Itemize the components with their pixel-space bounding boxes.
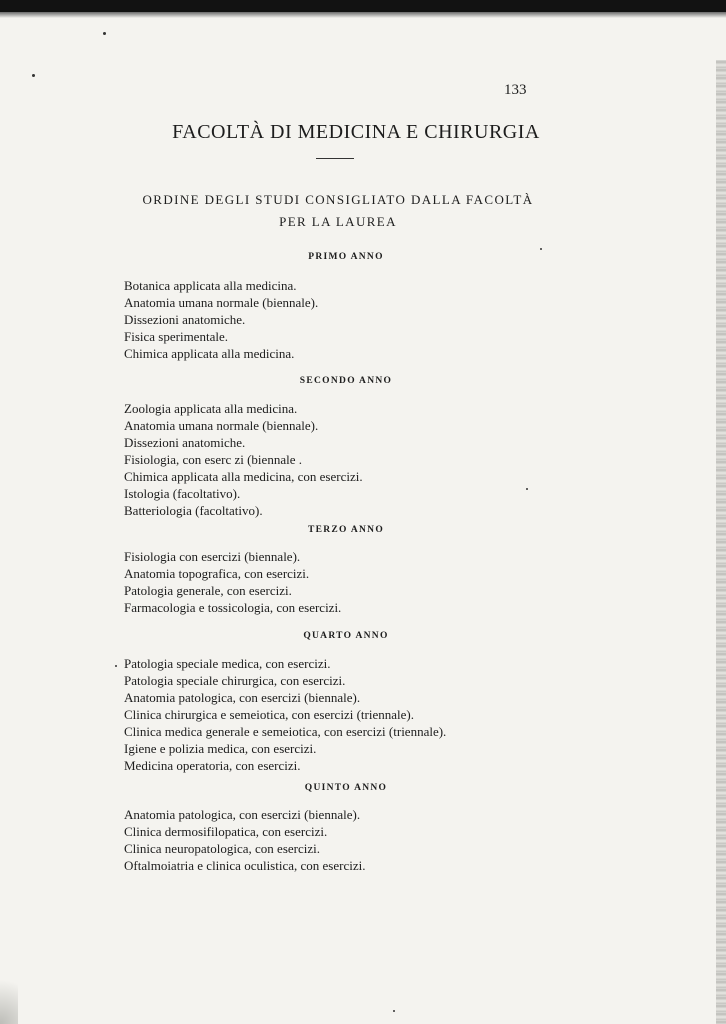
course-item: Fisiologia con esercizi (biennale). (124, 549, 301, 564)
course-item: Clinica chirurgica e semeiotica, con esercizi (triennale). (124, 707, 414, 722)
course-item: Patologia speciale chirurgica, con esercizi. (124, 673, 346, 688)
course-item: Chimica applicata alla medicina, con esercizi. (124, 469, 363, 484)
ink-speck (526, 488, 528, 490)
year-heading-secondo: SECONDO ANNO (299, 376, 393, 386)
course-item: Zoologia applicata alla medicina. (124, 401, 298, 416)
year-heading-terzo: TERZO ANNO (307, 525, 385, 535)
page-title: FACOLTÀ DI MEDICINA E CHIRURGIA (172, 121, 540, 143)
scan-top-border (0, 0, 726, 12)
course-item: Patologia generale, con esercizi. (124, 583, 292, 598)
year-heading-quinto: QUINTO ANNO (304, 783, 388, 793)
course-list-secondo (124, 400, 363, 519)
subtitle-line-1: ORDINE DEGLI STUDI CONSIGLIATO DALLA FACOLTÀ (142, 192, 534, 207)
course-item: Chimica applicata alla medicina. (124, 346, 295, 361)
ink-speck (540, 248, 542, 250)
course-item: Dissezioni anatomiche. (124, 435, 246, 450)
title-divider (316, 158, 354, 159)
course-item: Dissezioni anatomiche. (124, 312, 246, 327)
course-item: Anatomia topografica, con esercizi. (124, 566, 310, 581)
course-list-quinto (124, 806, 365, 874)
course-item: Fisiologia, con eserc zi (biennale . (124, 452, 302, 467)
ink-speck (103, 32, 106, 35)
course-item: Batteriologia (facoltativo). (124, 503, 263, 518)
course-item: Anatomia umana normale (biennale). (124, 295, 319, 310)
page-number: 133 (504, 82, 527, 98)
course-item: Patologia speciale medica, con esercizi. (124, 656, 331, 671)
scan-corner-smudge (0, 964, 18, 1024)
scan-top-shadow (0, 12, 726, 18)
course-item: Oftalmoiatria e clinica oculistica, con esercizi. (124, 858, 366, 873)
course-item: Fisica sperimentale. (124, 329, 228, 344)
course-item: Anatomia patologica, con esercizi (biennale). (124, 690, 361, 705)
course-item: Clinica dermosifilopatica, con esercizi. (124, 824, 328, 839)
course-item: Clinica neuropatologica, con esercizi. (124, 841, 321, 856)
course-item: Igiene e polizia medica, con esercizi. (124, 741, 317, 756)
course-item: Anatomia umana normale (biennale). (124, 418, 319, 433)
year-heading-quarto: QUARTO ANNO (303, 631, 389, 641)
year-heading-primo: PRIMO ANNO (308, 252, 384, 262)
subtitle-line-2: PER LA LAUREA (279, 214, 397, 229)
course-item: Botanica applicata alla medicina. (124, 278, 297, 293)
course-item: Anatomia patologica, con esercizi (biennale). (124, 807, 361, 822)
course-item: Istologia (facoltativo). (124, 486, 241, 501)
document-subtitle (0, 189, 670, 233)
course-list-terzo (124, 548, 341, 616)
ink-speck (393, 1010, 395, 1012)
course-item: Farmacologia e tossicologia, con esercizi. (124, 600, 342, 615)
course-list-quarto (124, 655, 446, 774)
course-item: Medicina operatoria, con esercizi. (124, 758, 301, 773)
course-list-primo (124, 277, 318, 362)
course-item: Clinica medica generale e semeiotica, con esercizi (triennale). (124, 724, 447, 739)
ink-speck (115, 665, 117, 667)
ink-speck (32, 74, 35, 77)
scan-right-edge (716, 60, 726, 1024)
